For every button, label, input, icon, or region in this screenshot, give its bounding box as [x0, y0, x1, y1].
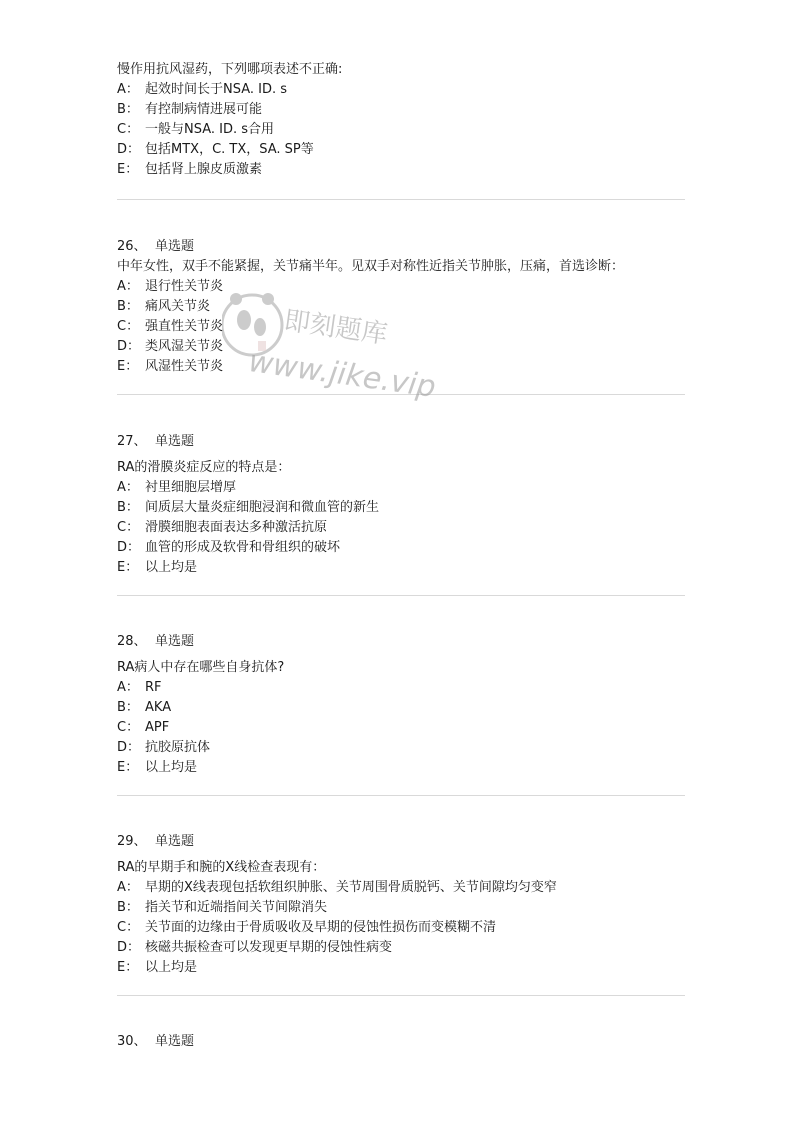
option-letter: D： — [117, 740, 141, 755]
question-type: 单选题 — [155, 1034, 195, 1049]
question-type: 单选题 — [155, 434, 195, 449]
option-text: 包括MTX，C. TX，SA. SP等 — [145, 142, 314, 157]
option-letter: B： — [117, 102, 139, 117]
option-text: 衬里细胞层增厚 — [145, 480, 237, 495]
option-b — [117, 297, 685, 317]
option-a — [117, 678, 685, 698]
option-c — [117, 120, 685, 140]
option-text: RF — [145, 680, 162, 695]
option-text: 抗胶原抗体 — [145, 740, 211, 755]
question-header — [117, 632, 685, 652]
question-header — [117, 237, 685, 257]
question-block-26 — [117, 237, 685, 377]
option-c — [117, 918, 685, 938]
option-text: 核磁共振检查可以发现更早期的侵蚀性病变 — [145, 940, 393, 955]
question-block-25 — [117, 60, 685, 180]
option-text: 间质层大量炎症细胞浸润和微血管的新生 — [145, 500, 380, 515]
question-number: 26、 — [117, 239, 147, 254]
watermark-url: www.jike.vip — [246, 344, 438, 405]
option-letter: E： — [117, 560, 139, 575]
divider — [117, 995, 685, 996]
option-text: 指关节和近端指间关节间隙消失 — [145, 900, 328, 915]
option-d — [117, 337, 685, 357]
option-e — [117, 160, 685, 180]
option-text: 风湿性关节炎 — [145, 359, 224, 374]
option-text: 滑膜细胞表面表达多种激活抗原 — [145, 520, 328, 535]
option-e — [117, 558, 685, 578]
option-text: 痛风关节炎 — [145, 299, 211, 314]
option-a — [117, 478, 685, 498]
option-d — [117, 140, 685, 160]
option-b — [117, 498, 685, 518]
option-letter: D： — [117, 940, 141, 955]
question-type: 单选题 — [155, 834, 195, 849]
question-text: 慢作用抗风湿药，下列哪项表述不正确: — [117, 62, 343, 77]
option-letter: B： — [117, 700, 139, 715]
question-block-27 — [117, 432, 685, 578]
option-letter: E： — [117, 359, 139, 374]
divider — [117, 795, 685, 796]
divider — [117, 595, 685, 596]
option-b — [117, 698, 685, 718]
option-text: 类风湿关节炎 — [145, 339, 224, 354]
option-letter: C： — [117, 520, 140, 535]
option-letter: A： — [117, 279, 139, 294]
option-c — [117, 317, 685, 337]
option-e — [117, 357, 685, 377]
option-d — [117, 738, 685, 758]
option-d — [117, 938, 685, 958]
option-a — [117, 277, 685, 297]
option-text: AKA — [145, 700, 172, 715]
option-letter: C： — [117, 720, 140, 735]
question-type: 单选题 — [155, 634, 195, 649]
option-c — [117, 518, 685, 538]
watermark-brand: 即刻题库 — [282, 305, 390, 351]
divider — [117, 394, 685, 395]
question-text: RA的早期手和腕的X线检查表现有： — [117, 860, 326, 875]
option-letter: D： — [117, 339, 141, 354]
question-number: 27、 — [117, 434, 147, 449]
question-block-30 — [117, 1032, 685, 1052]
divider — [117, 199, 685, 200]
option-letter: B： — [117, 500, 139, 515]
option-d — [117, 538, 685, 558]
option-text: 包括肾上腺皮质激素 — [145, 162, 263, 177]
option-b — [117, 100, 685, 120]
question-number: 30、 — [117, 1034, 147, 1049]
option-letter: E： — [117, 162, 139, 177]
option-c — [117, 718, 685, 738]
option-a — [117, 80, 685, 100]
option-text: 强直性关节炎 — [145, 319, 224, 334]
question-number: 29、 — [117, 834, 147, 849]
option-a — [117, 878, 685, 898]
option-b — [117, 898, 685, 918]
option-text: 血管的形成及软骨和骨组织的破坏 — [145, 540, 341, 555]
option-letter: B： — [117, 299, 139, 314]
question-header — [117, 832, 685, 852]
option-letter: A： — [117, 880, 139, 895]
option-letter: C： — [117, 920, 140, 935]
option-text: APF — [145, 720, 170, 735]
question-text: RA病人中存在哪些自身抗体? — [117, 660, 285, 675]
option-letter: A： — [117, 82, 139, 97]
option-text: 以上均是 — [145, 560, 198, 575]
question-text: RA的滑膜炎症反应的特点是： — [117, 460, 291, 475]
option-letter: A： — [117, 480, 139, 495]
option-text: 退行性关节炎 — [145, 279, 224, 294]
option-text: 有控制病情进展可能 — [145, 102, 263, 117]
option-letter: B： — [117, 900, 139, 915]
option-letter: D： — [117, 142, 141, 157]
option-letter: E： — [117, 960, 139, 975]
question-text: 中年女性，双手不能紧握，关节痛半年。见双手对称性近指关节肿胀，压痛，首选诊断： — [117, 259, 625, 274]
option-letter: D： — [117, 540, 141, 555]
option-text: 以上均是 — [145, 760, 198, 775]
option-text: 以上均是 — [145, 960, 198, 975]
option-letter: C： — [117, 122, 140, 137]
option-letter: A： — [117, 680, 139, 695]
option-text: 早期的X线表现包括软组织肿胀、关节周围骨质脱钙、关节间隙均匀变窄 — [145, 880, 557, 895]
question-type: 单选题 — [155, 239, 195, 254]
option-e — [117, 758, 685, 778]
option-letter: E： — [117, 760, 139, 775]
option-text: 一般与NSA. ID. s合用 — [145, 122, 275, 137]
option-text: 起效时间长于NSA. ID. s — [145, 82, 288, 97]
option-e — [117, 958, 685, 978]
question-block-29 — [117, 832, 685, 978]
option-letter: C： — [117, 319, 140, 334]
question-header — [117, 432, 685, 452]
question-number: 28、 — [117, 634, 147, 649]
question-block-28 — [117, 632, 685, 778]
question-header — [117, 1032, 685, 1052]
option-text: 关节面的边缘由于骨质吸收及早期的侵蚀性损伤而变模糊不清 — [145, 920, 497, 935]
